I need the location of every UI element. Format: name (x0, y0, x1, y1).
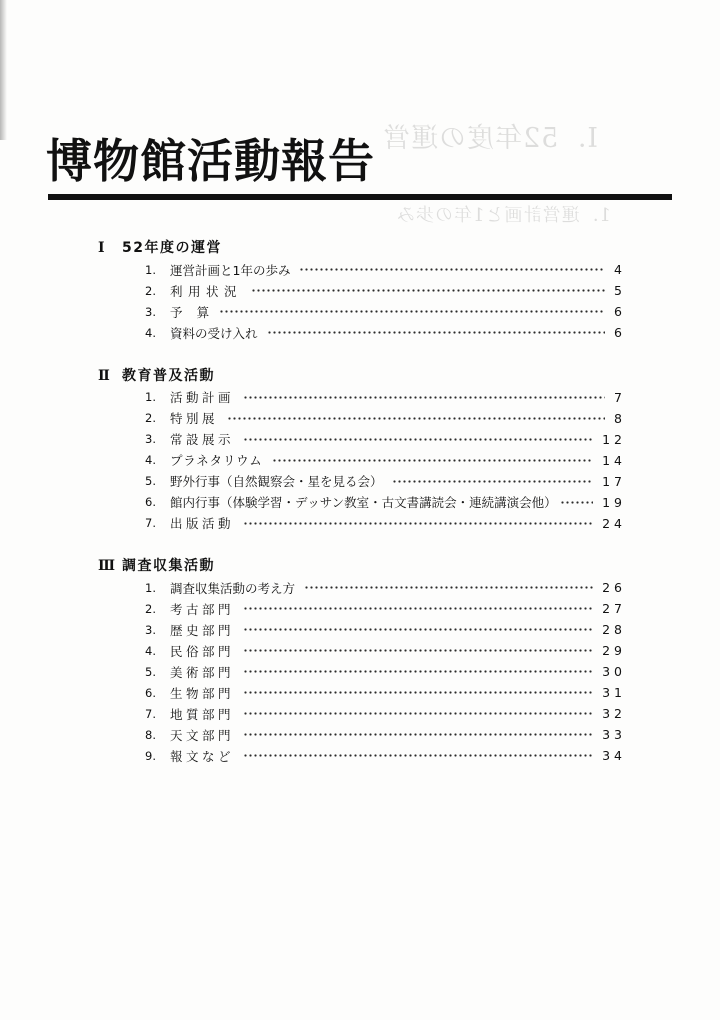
dot-leader (243, 619, 593, 640)
dot-leader (243, 682, 593, 703)
entry-number: 1. (145, 390, 156, 404)
entry-title: 利用状況 (170, 283, 243, 299)
section-title: 52年度の運営 (122, 240, 222, 256)
entry-page: 34 (602, 748, 626, 763)
dot-leader (243, 703, 593, 724)
dot-leader (227, 408, 605, 429)
entry-title: 予 算 (170, 304, 210, 320)
entry-title: 地質部門 (170, 706, 235, 722)
entry-title: 野外行事（自然観察会・星を見る会） (170, 474, 383, 489)
section-numeral: Ⅰ (98, 240, 105, 256)
entry-number: 4. (145, 453, 156, 467)
entry-page: 17 (602, 473, 626, 489)
toc-entry (145, 259, 626, 280)
dot-leader (304, 577, 593, 598)
dot-leader (560, 492, 593, 513)
entry-number: 3. (145, 304, 156, 319)
entry-number: 7. (145, 706, 156, 721)
entry-page: 14 (602, 452, 626, 468)
entry-number: 7. (145, 516, 156, 530)
entry-page: 26 (602, 580, 626, 595)
dot-leader (243, 598, 593, 619)
entry-title: プラネタリウム (170, 453, 263, 468)
dot-leader (243, 429, 593, 450)
entry-number: 3. (145, 622, 156, 637)
page-title: 博物館活動報告 (46, 134, 375, 188)
toc-entry (145, 280, 626, 301)
entry-title: 特別展 (170, 411, 219, 426)
entry-title: 運営計画と1年の歩み (170, 262, 291, 278)
toc-entry (145, 682, 626, 703)
entry-title: 民俗部門 (170, 643, 235, 659)
dot-leader (243, 387, 605, 408)
toc-section-3 (0, 556, 720, 766)
entry-number: 5. (145, 474, 156, 488)
entry-page: 6 (614, 325, 626, 340)
section-heading-row (0, 238, 720, 259)
toc-entry (145, 724, 626, 745)
entry-number: 4. (145, 325, 156, 340)
entry-title: 資料の受け入れ (170, 325, 258, 341)
section-heading-row (0, 366, 720, 387)
entry-page: 30 (602, 664, 626, 679)
toc-entry (145, 429, 626, 450)
section-title: 調査収集活動 (122, 558, 215, 574)
entry-page: 19 (602, 494, 626, 510)
toc-entry (145, 513, 626, 534)
toc-section-1 (0, 238, 720, 343)
dot-leader (251, 280, 605, 301)
toc-entry (145, 598, 626, 619)
entry-title: 天文部門 (170, 727, 235, 743)
entry-number: 6. (145, 685, 156, 700)
toc-entry (145, 492, 626, 513)
dot-leader (243, 724, 593, 745)
entry-number: 1. (145, 262, 156, 277)
toc-entry (145, 619, 626, 640)
bleed-through-heading: Ⅰ．52年度の運営 (382, 123, 599, 154)
toc-entry (145, 301, 626, 322)
entry-number: 9. (145, 748, 156, 763)
dot-leader (243, 745, 593, 766)
entry-page: 12 (602, 431, 626, 447)
entry-page: 32 (602, 706, 626, 721)
dot-leader (243, 640, 593, 661)
toc-entry (145, 577, 626, 598)
entry-number: 4. (145, 643, 156, 658)
entry-number: 6. (145, 495, 156, 509)
toc-entry (145, 387, 626, 408)
toc-entry (145, 661, 626, 682)
section-numeral: Ⅱ (98, 367, 110, 384)
entry-title: 出版活動 (170, 516, 235, 531)
toc-entry (145, 408, 626, 429)
entry-number: 2. (145, 411, 156, 425)
entry-title: 館内行事（体験学習・デッサン教室・古文書講読会・連続講演会他） (170, 495, 557, 510)
toc-entry (145, 640, 626, 661)
entry-number: 1. (145, 580, 156, 595)
table-of-contents (0, 238, 720, 766)
entry-page: 8 (614, 410, 626, 426)
entry-number: 5. (145, 664, 156, 679)
section-title: 教育普及活動 (122, 367, 215, 384)
section-numeral: Ⅲ (98, 558, 116, 574)
dot-leader (219, 301, 605, 322)
entry-page: 4 (614, 262, 626, 277)
dot-leader (299, 259, 605, 280)
dot-leader (267, 322, 606, 343)
toc-entry (145, 745, 626, 766)
entry-page: 5 (614, 283, 626, 298)
dot-leader (243, 661, 593, 682)
entry-page: 27 (602, 601, 626, 616)
toc-entry (145, 450, 626, 471)
bleed-through-subheading: 1．運営計画と1年の歩み (396, 205, 611, 226)
entry-title: 常設展示 (170, 432, 235, 447)
entry-title: 報文など (170, 748, 235, 764)
entry-title: 歴史部門 (170, 622, 235, 638)
entry-page: 33 (602, 727, 626, 742)
entry-number: 2. (145, 283, 156, 298)
scan-edge-shadow (0, 0, 7, 140)
entry-title: 美術部門 (170, 664, 235, 680)
entry-title: 考古部門 (170, 601, 235, 617)
title-rule (48, 194, 672, 200)
dot-leader (392, 471, 594, 492)
entry-title: 活動計画 (170, 390, 235, 405)
dot-leader (272, 450, 593, 471)
toc-entry (145, 703, 626, 724)
section-heading-row (0, 556, 720, 577)
entry-title: 生物部門 (170, 685, 235, 701)
entry-number: 8. (145, 727, 156, 742)
entry-number: 3. (145, 432, 156, 446)
toc-entry (145, 322, 626, 343)
entry-page: 28 (602, 622, 626, 637)
entry-title: 調査収集活動の考え方 (170, 580, 296, 596)
entry-page: 6 (614, 304, 626, 319)
entry-number: 2. (145, 601, 156, 616)
entry-page: 29 (602, 643, 626, 658)
dot-leader (243, 513, 593, 534)
entry-page: 7 (614, 389, 626, 405)
entry-page: 31 (602, 685, 626, 700)
entry-page: 24 (602, 515, 626, 531)
toc-entry (145, 471, 626, 492)
toc-section-2 (0, 366, 720, 534)
